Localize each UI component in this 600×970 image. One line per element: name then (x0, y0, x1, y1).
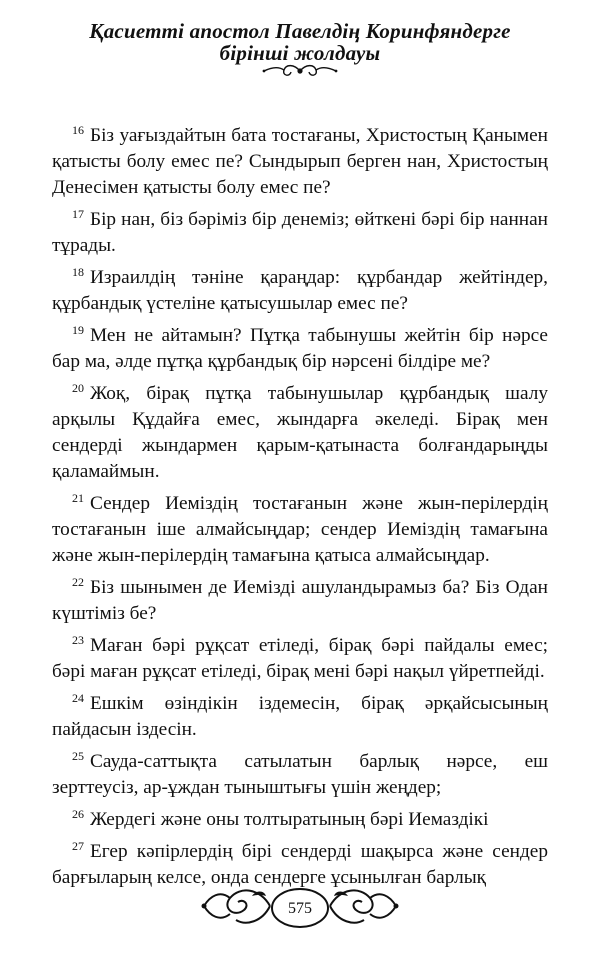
verse-text: Мен не айтамын? Пұтқа табынушы жейтін бір нәрсе бар ма, әлде пұтқа құрбандық бір нәрсені білдіре ме? (52, 325, 548, 372)
header-line-2: бірінші жолдауы (219, 41, 381, 65)
verse-number: 26 (72, 807, 84, 821)
verse-number: 16 (72, 123, 84, 137)
verse-text: Ешкім өзіндікін іздемесін, бірақ әрқайсысының пайдасын іздесін. (52, 693, 548, 740)
verse (52, 685, 548, 743)
verse (52, 201, 548, 259)
verse-text: Жердегі және оны толтыратының бәрі Иемаздікі (90, 809, 489, 830)
verse-number: 25 (72, 749, 84, 763)
verse-text: Маған бәрі рұқсат етіледі, бірақ бәрі пайдалы емес; бәрі маған рұқсат етіледі, бірақ мені бәрі нақыл үйретпейді. (52, 635, 548, 682)
running-header (40, 20, 560, 64)
verse-text: Сендер Иеміздің тостағанын және жын-перілердің тостағанын іше алмайсыңдар; сендер Иеміздің тамағына және жын-перілердің тамағына қатыса алмайсыңдар. (52, 493, 548, 566)
verse (52, 569, 548, 627)
verse-number: 19 (72, 323, 84, 337)
verse (52, 743, 548, 801)
verse-text: Егер кәпірлердің бірі сендерді шақырса және сендер барғыларың келсе, онда сендерге ұсынылған барлық (52, 841, 548, 888)
verse (52, 317, 548, 375)
header-ornament-icon (260, 62, 340, 80)
verse (52, 801, 548, 833)
verse-text: Жоқ, бірақ пұтқа табынушылар құрбандық шалу арқылы Құдайға емес, жындарға әкеледі. Бірақ мен сендерді жындармен қарым-қатынаста болғандарыңды қаламаймын. (52, 383, 548, 482)
verse-number: 17 (72, 207, 84, 221)
header-line-1: Қасиетті апостол Павелдің Коринфяндерге (89, 19, 511, 43)
verse-body (52, 117, 548, 891)
verse-number: 20 (72, 381, 84, 395)
page-number: 575 (288, 900, 312, 917)
verse-number: 27 (72, 839, 84, 853)
verse-text: Сауда-саттықта сатылатын барлық нәрсе, еш зерттеусіз, ар-ұждан тыныштығы үшін жеңдер; (52, 751, 548, 798)
verse (52, 117, 548, 201)
verse-number: 18 (72, 265, 84, 279)
verse-text: Бір нан, біз бәріміз бір денеміз; өйткені бәрі бір наннан тұрады. (52, 209, 548, 256)
verse (52, 627, 548, 685)
verse-number: 22 (72, 575, 84, 589)
verse-text: Біз уағыздайтын бата тостағаны, Христостың Қанымен қатысты болу емес пе? Сындырып берген нан, Христостың Денесімен қатысты болу емес пе? (52, 125, 548, 198)
verse-number: 23 (72, 633, 84, 647)
verse (52, 375, 548, 485)
verse-text: Біз шынымен де Иемізді ашуландырамыз ба? Біз Одан күштіміз бе? (52, 577, 548, 624)
verse (52, 259, 548, 317)
verse (52, 485, 548, 569)
verse-number: 24 (72, 691, 84, 705)
verse-number: 21 (72, 491, 84, 505)
verse-text: Израилдің тәніне қараңдар: құрбандар жейтіндер, құрбандық үстеліне қатысушылар емес пе? (52, 267, 548, 314)
